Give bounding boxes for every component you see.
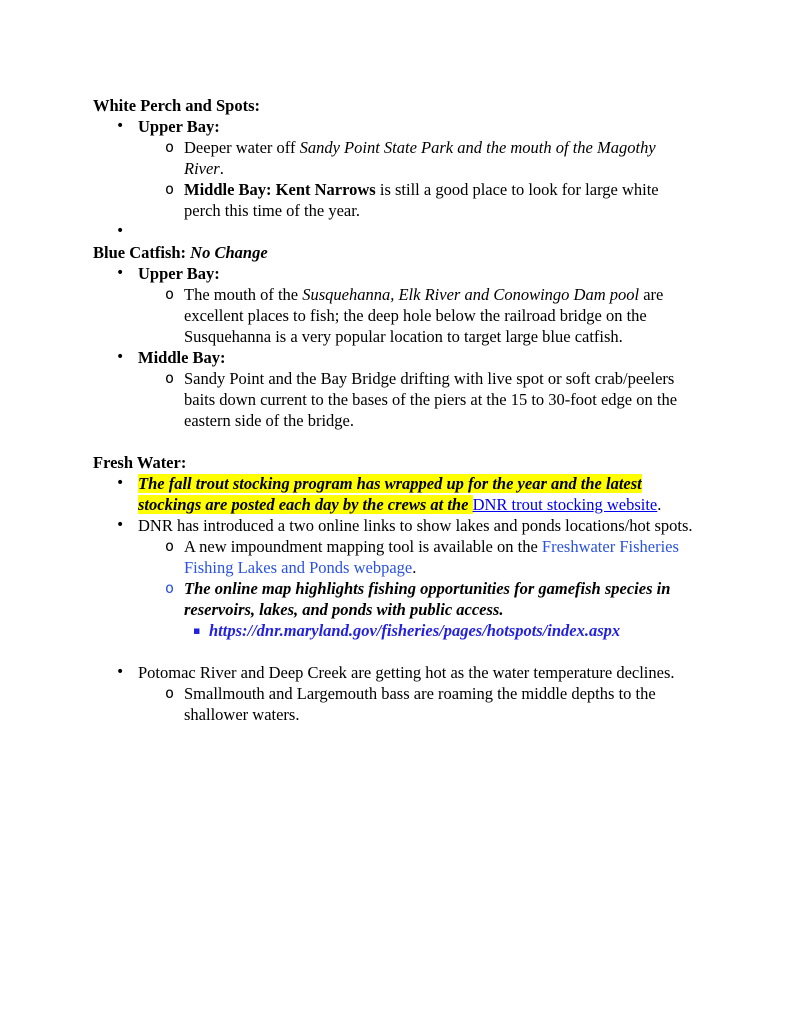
highlighted-text-run: The fall trout stocking program has wrapped up for the year and the latest stockings are posted each day by the crews at the [138, 474, 642, 514]
bullet-dnr-online-links [93, 515, 693, 536]
circle-bullet-icon: o [165, 684, 175, 702]
text-run: is still a good place to look for large white perch this time of the year. [184, 180, 659, 220]
hotspots-url-link[interactable]: https://dnr.maryland.gov/fisheries/pages/hotspots/index.aspx [209, 621, 621, 640]
bullet-dot-icon: • [116, 265, 125, 281]
text-run-bold-italic: The online map highlights fishing opportunities for gamefish species in reservoirs, lakes, and ponds with public access. [184, 579, 671, 619]
text-run: Deeper water off [184, 138, 300, 157]
text-run: Sandy Point and the Bay Bridge drifting with live spot or soft crab/peelers baits down current to the bases of the piers at the 15 to 30-foot edge on the eastern side of the bridge. [184, 369, 678, 430]
bullet-trout-stocking [93, 473, 693, 515]
sub-bullet-susquehanna [93, 284, 693, 347]
heading-white-perch-and-spots [93, 95, 693, 116]
document-content [93, 95, 693, 725]
text-run: DNR has introduced a two online links to show lakes and ponds locations/hot spots. [138, 516, 693, 535]
sub-sub-bullet-hotspots-url [93, 620, 693, 641]
dnr-trout-stocking-link[interactable]: DNR trout stocking website [472, 495, 658, 514]
circle-bullet-icon: o [165, 285, 175, 303]
circle-bullet-icon: o [165, 369, 175, 387]
circle-bullet-icon: o [165, 138, 175, 156]
heading-fresh-water [93, 452, 693, 473]
blank-line [93, 431, 693, 452]
sub-bullet-kent-narrows [93, 179, 693, 221]
text-run: Smallmouth and Largemouth bass are roaming the middle depths to the shallower waters. [184, 684, 656, 724]
sub-bullet-bay-bridge [93, 368, 693, 431]
text-run: are excellent places to fish; the deep hole below the railroad bridge on the Susquehanna is a very popular location to target large blue catfish. [184, 285, 664, 346]
circle-bullet-icon: o [165, 537, 175, 555]
text-run: . [412, 558, 417, 577]
bullet-potomac-deep-creek [93, 662, 693, 683]
bullet-label: Upper Bay: [138, 117, 220, 136]
sub-bullet-smallmouth-largemouth [93, 683, 693, 725]
text-run [138, 222, 142, 241]
text-run: Potomac River and Deep Creek are getting hot as the water temperature declines. [138, 663, 675, 682]
square-bullet-icon: ▪ [193, 624, 201, 637]
heading-text: Fresh Water: [93, 453, 187, 472]
text-run-italic: Susquehanna, Elk River and Conowingo Dam pool [302, 285, 640, 304]
text-run: The mouth of the [184, 285, 303, 304]
circle-bullet-icon: o [165, 579, 175, 597]
text-run: A new impoundment mapping tool is available on the [184, 537, 542, 556]
freshwater-fisheries-link[interactable]: Freshwater Fisheries Fishing Lakes and Ponds webpage [184, 537, 679, 577]
text-run-bold: Middle Bay: Kent Narrows [184, 180, 376, 199]
bullet-dot-icon: • [116, 349, 125, 365]
bullet-dot-icon: • [116, 118, 125, 134]
bullet-label: Middle Bay: [138, 348, 226, 367]
heading-text: White Perch and Spots: [93, 96, 260, 115]
bullet-dot-icon: • [116, 517, 125, 533]
sub-bullet-impoundment-tool [93, 536, 693, 578]
blank-line [93, 641, 693, 662]
text-run-italic: Sandy Point State Park and the mouth of the Magothy River [184, 138, 656, 178]
sub-bullet-sandy-point [93, 137, 693, 179]
bullet-upper-bay-2 [93, 263, 693, 284]
bullet-dot-icon: • [116, 475, 125, 491]
bullet-label: Upper Bay: [138, 264, 220, 283]
text-run: . [219, 159, 224, 178]
bullet-dot-icon: • [116, 223, 125, 239]
bullet-middle-bay [93, 347, 693, 368]
heading-text: Blue Catfish: [93, 243, 191, 262]
heading-text-italic: No Change [190, 243, 268, 262]
sub-bullet-online-map [93, 578, 693, 620]
circle-bullet-icon: o [165, 180, 175, 198]
bullet-dot-icon: • [116, 664, 125, 680]
heading-blue-catfish [93, 242, 693, 263]
bullet-empty [93, 221, 693, 242]
text-run: . [657, 495, 662, 514]
bullet-upper-bay [93, 116, 693, 137]
